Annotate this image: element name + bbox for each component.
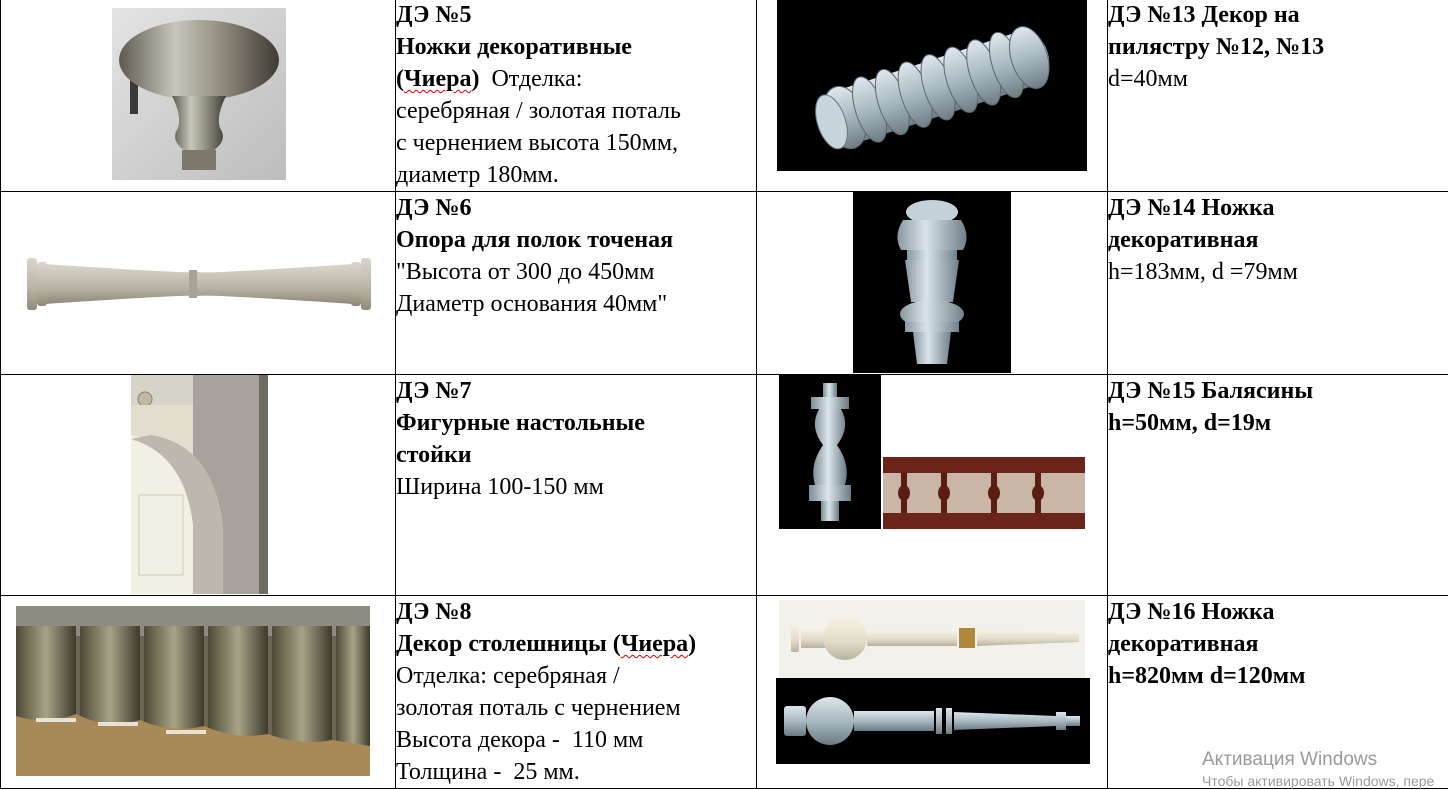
description-cell-de15 bbox=[1108, 375, 1448, 596]
title-paren: ) bbox=[471, 66, 479, 92]
image-cell-de13 bbox=[757, 0, 1108, 192]
item-title-line bbox=[396, 628, 756, 660]
item-title: Декор столешницы ( bbox=[396, 631, 621, 657]
title-paren: ) bbox=[688, 631, 696, 657]
item-code: ДЭ №8 bbox=[396, 596, 756, 628]
item-title-line bbox=[396, 63, 756, 95]
baluster-render bbox=[779, 375, 881, 529]
image-cell-de16 bbox=[757, 596, 1108, 789]
description-cell-de5 bbox=[396, 0, 757, 192]
description-cell-de6 bbox=[396, 192, 757, 375]
item-desc: серебряная / золотая поталь bbox=[396, 95, 756, 127]
item-title: Фигурные настольные bbox=[396, 407, 756, 439]
windows-activation-watermark bbox=[1202, 748, 1434, 790]
item-title: декоративная bbox=[1108, 224, 1448, 256]
item-desc-inline: Отделка: bbox=[479, 66, 582, 92]
item-desc: Отделка: серебряная / bbox=[396, 660, 756, 692]
item-desc: диаметр 180мм. bbox=[396, 159, 756, 191]
item-title: h=820мм d=120мм bbox=[1108, 660, 1448, 692]
item-title: ДЭ №16 Ножка bbox=[1108, 596, 1448, 628]
item-code: ДЭ №5 bbox=[396, 0, 756, 31]
image-cell-de6 bbox=[1, 192, 396, 375]
image-cell-de14 bbox=[757, 192, 1108, 375]
item-title: пилястру №12, №13 bbox=[1108, 31, 1448, 63]
image-cell-de7 bbox=[1, 375, 396, 596]
table-row bbox=[1, 192, 1448, 375]
item-code: ДЭ №7 bbox=[396, 375, 756, 407]
item-desc: золотая поталь с чернением bbox=[396, 692, 756, 724]
item-desc: с чернением высота 150мм, bbox=[396, 127, 756, 159]
scalloped-edge-photo bbox=[16, 606, 370, 776]
item-desc: Ширина 100-150 мм bbox=[396, 471, 756, 503]
item-title: h=50мм, d=19м bbox=[1108, 407, 1448, 439]
spellcheck-word: Чиера bbox=[621, 631, 688, 657]
description-cell-de13 bbox=[1108, 0, 1448, 192]
item-desc: Толщина - 25 мм. bbox=[396, 756, 756, 788]
image-cell-de5 bbox=[1, 0, 396, 192]
round-knob-leg-photo bbox=[112, 8, 286, 180]
description-cell-de14 bbox=[1108, 192, 1448, 375]
item-title: ДЭ №13 Декор на bbox=[1108, 0, 1448, 31]
title-paren: ( bbox=[396, 66, 404, 92]
item-desc: d=40мм bbox=[1108, 63, 1448, 95]
rail-photo bbox=[883, 457, 1085, 529]
arched-post-photo bbox=[131, 375, 268, 594]
spellcheck-word: Чиера bbox=[404, 66, 471, 92]
table-row bbox=[1, 375, 1448, 596]
image-cell-de15 bbox=[757, 375, 1108, 596]
item-title: ДЭ №15 Балясины bbox=[1108, 375, 1448, 407]
item-desc: "Высота от 300 до 450мм bbox=[396, 256, 756, 288]
item-title: Ножки декоративные bbox=[396, 31, 756, 63]
turned-support-photo bbox=[23, 250, 375, 318]
item-title: ДЭ №14 Ножка bbox=[1108, 192, 1448, 224]
item-code: ДЭ №6 bbox=[396, 192, 756, 224]
item-desc: Высота декора - 110 мм bbox=[396, 724, 756, 756]
item-title: стойки bbox=[396, 439, 756, 471]
turned-leg-render bbox=[853, 192, 1011, 373]
watermark-subtitle: Чтобы активировать Windows, пере bbox=[1202, 772, 1434, 790]
watermark-title: Активация Windows bbox=[1202, 749, 1377, 770]
item-desc: h=183мм, d =79мм bbox=[1108, 256, 1448, 288]
twisted-cylinder-render bbox=[777, 0, 1087, 171]
image-cell-de8 bbox=[1, 596, 396, 789]
item-title: Опора для полок точеная bbox=[396, 224, 756, 256]
item-title: декоративная bbox=[1108, 628, 1448, 660]
description-cell-de8 bbox=[396, 596, 757, 789]
item-desc: Диаметр основания 40мм" bbox=[396, 288, 756, 320]
description-cell-de7 bbox=[396, 375, 757, 596]
long-leg-photo bbox=[779, 600, 1085, 678]
table-row bbox=[1, 0, 1448, 192]
long-leg-render bbox=[776, 678, 1090, 764]
